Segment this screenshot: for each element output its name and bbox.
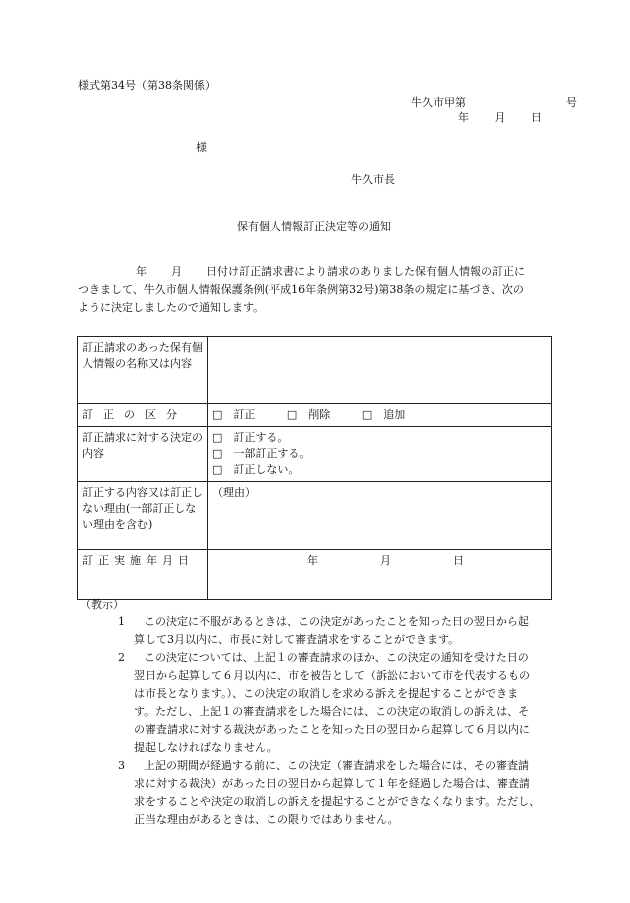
form-code: 様式第34号（第38条関係） [78,79,216,92]
note-line: この決定に不服があるときは、この決定があったことを知った日の翌日から起 [144,615,529,628]
note-line: の審査請求に対する裁決があったことを知った日の翌日から起算して６月以内に [134,723,530,736]
row-label-reason: 訂正する内容又は訂正しない理由(一部訂正しない理由を含む) [78,482,208,550]
option-no-correct-checkbox[interactable]: □ 訂正しない。 [212,463,300,476]
note-line: 上記の期間が経過する前に、この決定（審査請求をした場合には、その審査請 [144,759,529,772]
option-add-checkbox[interactable]: □ 追加 [361,408,406,421]
row-label-info-name: 訂正請求のあった保有個人情報の名称又は内容 [78,337,208,404]
document-number [411,97,577,108]
body-line-1: 年 月 日付け訂正請求書により請求のありました保有個人情報の訂正に [136,265,525,278]
option-delete-checkbox[interactable]: □ 削除 [286,408,331,421]
note-line: 提起しなければなりません。 [134,741,278,754]
note-item [96,757,566,829]
body-line-3: ように決定しましたので通知します。 [78,301,265,314]
table-row [78,427,552,482]
issue-date-year: 年 [458,111,469,124]
body-line-2: つきまして、牛久市個人情報保護条例(平成16年条例第32号)第38条の規定に基づき、次の [78,283,524,296]
document-title: 保有個人情報訂正決定等の通知 [237,220,391,233]
note-number: 1 [118,615,125,628]
issuer: 牛久市長 [351,173,395,186]
issue-date [458,112,542,123]
note-line: 翌日から起算して６月以内に、市を被告として（訴訟において市を代表するもの [134,669,530,682]
note-item [96,613,566,649]
impl-date-month: 月 [380,554,391,567]
row-value-reason[interactable]: （理由） [208,482,552,550]
note-line: 算して3月以内に、市長に対して審査請求をすることができます。 [134,633,460,646]
issue-date-month: 月 [494,111,506,124]
notes-heading: （教示） [80,598,124,611]
option-partial-correct-checkbox[interactable]: □ 一部訂正する。 [212,447,311,460]
row-label-decision: 訂正請求に対する決定の内容 [78,427,208,482]
row-value-implementation-date[interactable] [208,550,552,600]
impl-date-year: 年 [307,554,318,567]
row-value-correction-type [208,404,552,427]
row-value-decision [208,427,552,482]
table-row [78,337,552,404]
document-number-prefix: 牛久市甲第 [411,96,466,109]
issue-date-day: 日 [531,111,542,124]
note-number: 3 [118,759,125,772]
note-line: 正当な理由があるときは、この限りではありません。 [134,813,399,826]
note-number: 2 [118,651,125,664]
body-text [78,263,558,317]
table-row [78,550,552,600]
row-label-correction-type: 訂正の区分 [78,404,208,427]
note-item [96,649,566,757]
note-line: は市長となります。）、この決定の取消しを求める訴えを提起することができま [134,687,519,700]
table-row [78,404,552,427]
note-line: この決定については、上記１の審査請求のほか、この決定の通知を受けた日の [144,651,529,664]
note-line: 求をすることや決定の取消しの訴えを提起することができなくなります。ただし、 [134,795,541,808]
row-label-implementation-date: 訂正実施年月日 [78,550,208,600]
note-line: 求に対する裁決）があった日の翌日から起算して１年を経過した場合は、審査請 [134,777,530,790]
addressee: 様 [196,141,207,154]
row-value-info-name[interactable] [208,337,552,404]
option-will-correct-checkbox[interactable]: □ 訂正する。 [212,431,289,444]
notification-table [77,336,552,600]
document-number-suffix: 号 [566,96,577,109]
note-line: す。ただし、上記１の審査請求をした場合には、この決定の取消しの訴えは、そ [134,705,530,718]
table-row [78,482,552,550]
impl-date-day: 日 [453,554,464,567]
option-correct-checkbox[interactable]: □ 訂正 [212,408,256,421]
notes-list [96,613,566,829]
